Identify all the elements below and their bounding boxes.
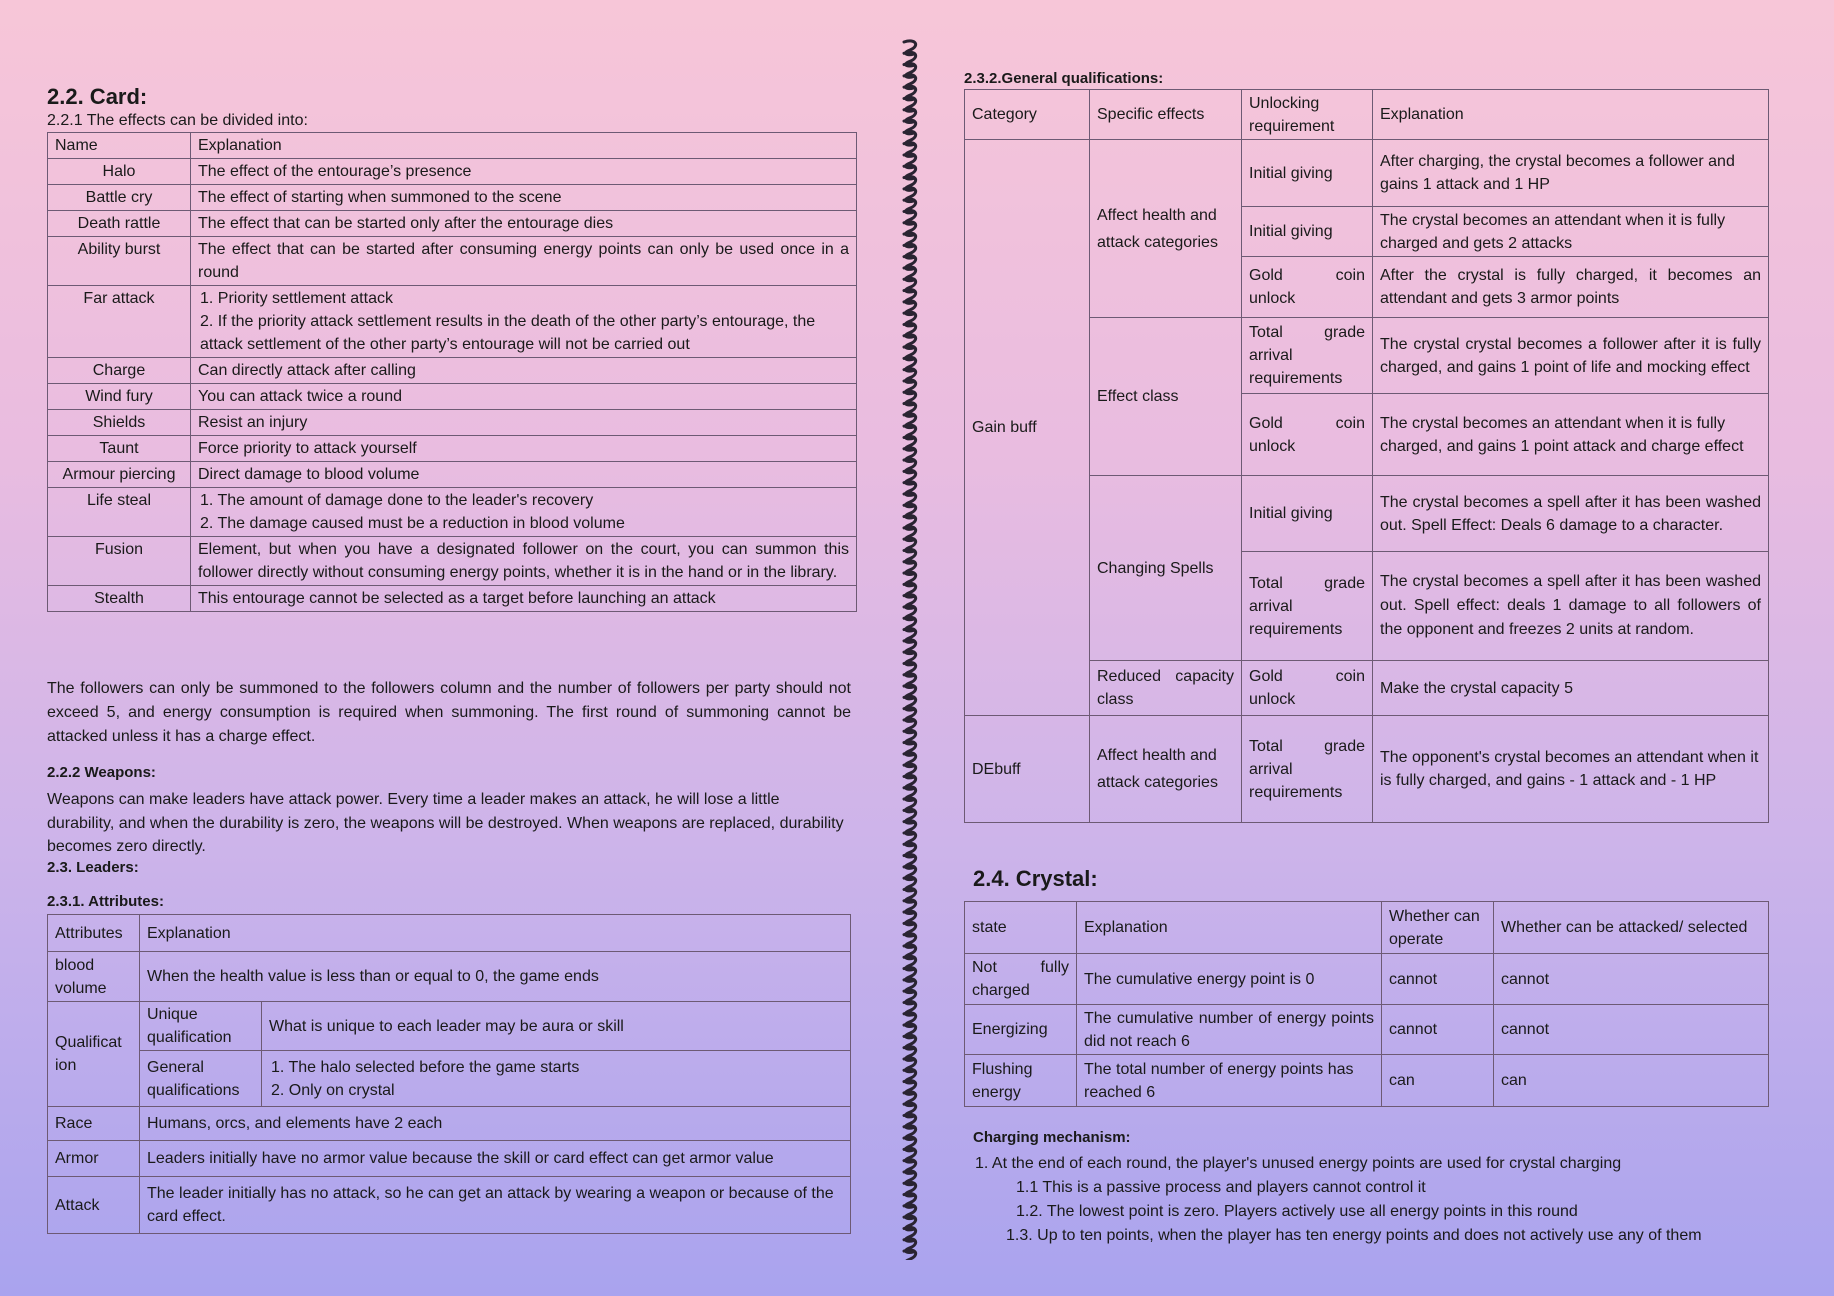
attr-text: When the health value is less than or equal to 0, the game ends — [140, 952, 851, 1002]
crystal-heading: 2.4. Crystal: — [973, 866, 1098, 891]
effect-line: Direct damage to blood volume — [198, 466, 420, 483]
explanation-cell: The total number of energy points has reached 6 — [1077, 1055, 1382, 1107]
charging-item: 1.3. Up to ten points, when the player has ten energy points and does not actively use any of them — [1006, 1227, 1702, 1244]
effect-row — [48, 159, 857, 185]
col-header: Specific effects — [1090, 90, 1242, 140]
effect-name: Life steal — [48, 488, 191, 537]
attr-text: Leaders initially have no armor value because the skill or card effect can get armor value — [140, 1141, 851, 1177]
followers-paragraph: The followers can only be summoned to the followers column and the number of followers per party should not exceed 5, and energy consumption is required when summoning. The first round of summoning cannot be attacked unless it has a charge effect. — [47, 680, 851, 745]
group-cell: Affect health and attack categories — [1090, 140, 1242, 318]
req-cell: Total grade arrival requirements — [1242, 318, 1373, 394]
req-cell: Initial giving — [1242, 207, 1373, 257]
group-cell: Reduced capacity class — [1090, 661, 1242, 716]
effect-name: Armour piercing — [48, 462, 191, 488]
effect-explanation — [191, 462, 857, 488]
attr-text — [262, 1051, 851, 1107]
col-header: Unlocking requirement — [1242, 90, 1373, 140]
effect-line: Can directly attack after calling — [198, 362, 416, 379]
attr-name: blood volume — [48, 952, 140, 1002]
attr-name: Armor — [48, 1141, 140, 1177]
charging-item: 1.1 This is a passive process and players cannot control it — [1016, 1179, 1426, 1196]
card-heading: 2.2. Card: — [47, 84, 148, 109]
effect-name: Shields — [48, 410, 191, 436]
effect-row — [48, 358, 857, 384]
col-header: Category — [965, 90, 1090, 140]
effect-name: Taunt — [48, 436, 191, 462]
col-header: Explanation — [191, 133, 857, 159]
col-header: Explanation — [1077, 902, 1382, 954]
effect-explanation — [191, 185, 857, 211]
attr-name: Race — [48, 1107, 140, 1141]
effect-row — [48, 586, 857, 612]
effect-line: This entourage cannot be selected as a target before launching an attack — [198, 590, 716, 607]
explanation-cell: The crystal becomes an attendant when it is fully charged, and gains 1 point attack and charge effect — [1373, 394, 1769, 476]
effect-row — [48, 211, 857, 237]
effect-line: Force priority to attack yourself — [198, 440, 417, 457]
state-cell: Flushing energy — [965, 1055, 1077, 1107]
effects-table — [47, 132, 857, 612]
effect-explanation — [191, 159, 857, 185]
effect-line: Resist an injury — [198, 414, 308, 431]
effect-name: Halo — [48, 159, 191, 185]
effect-explanation — [191, 358, 857, 384]
group-cell: Effect class — [1090, 318, 1242, 476]
effect-name: Charge — [48, 358, 191, 384]
explanation-cell: After charging, the crystal becomes a follower and gains 1 attack and 1 HP — [1373, 140, 1769, 207]
attributes-header: Attributes — [48, 915, 140, 952]
explanation-cell: After the crystal is fully charged, it becomes an attendant and gets 3 armor points — [1373, 257, 1769, 318]
explanation-cell: The crystal becomes a spell after it has been washed out. Spell Effect: Deals 6 damage to a character. — [1373, 476, 1769, 552]
effect-line: 1. Priority settlement attack — [200, 290, 393, 307]
effect-line: The effect that can be started only after the entourage dies — [198, 215, 614, 232]
group-cell: Affect health and attack categories — [1090, 716, 1242, 823]
effect-explanation — [191, 436, 857, 462]
req-cell: Gold coin unlock — [1242, 661, 1373, 716]
effect-line: The effect of the entourage’s presence — [198, 163, 472, 180]
operate-cell: can — [1382, 1055, 1494, 1107]
attr-text: What is unique to each leader may be aura or skill — [262, 1002, 851, 1051]
charging-item: 1.2. The lowest point is zero. Players actively use all energy points in this round — [1016, 1203, 1578, 1220]
explanation-cell: The crystal becomes a spell after it has been washed out. Spell effect: deals 1 damage to all followers of the opponent and freezes 2 units at random. — [1373, 552, 1769, 661]
effect-name: Fusion — [48, 537, 191, 586]
req-cell: Total grade arrival requirements — [1242, 716, 1373, 823]
group-cell: Changing Spells — [1090, 476, 1242, 661]
effect-name: Wind fury — [48, 384, 191, 410]
attr-line: 2. Only on crystal — [271, 1081, 395, 1099]
effect-line: 2. The damage caused must be a reduction in blood volume — [200, 515, 625, 532]
spiral-binding — [900, 36, 922, 1260]
effect-name: Far attack — [48, 286, 191, 358]
effect-line: The effect that can be started after consuming energy points can only be used once in a round — [198, 241, 849, 281]
operate-cell: cannot — [1382, 954, 1494, 1005]
explanation-cell: The cumulative number of energy points did not reach 6 — [1077, 1005, 1382, 1055]
effect-row — [48, 436, 857, 462]
effect-line: Element, but when you have a designated follower on the court, you can summon this follower directly without consuming energy points, whether it is in the hand or in the library. — [198, 541, 849, 581]
req-cell: Initial giving — [1242, 140, 1373, 207]
effect-explanation — [191, 384, 857, 410]
explanation-header: Explanation — [140, 915, 851, 952]
effect-name: Stealth — [48, 586, 191, 612]
col-header: Whether can be attacked/ selected — [1494, 902, 1769, 954]
effect-line: 1. The amount of damage done to the leader's recovery — [200, 492, 594, 509]
effect-line: The effect of starting when summoned to the scene — [198, 189, 562, 206]
attr-name: Qualificat ion — [48, 1002, 140, 1107]
attr-line: 1. The halo selected before the game starts — [271, 1058, 580, 1076]
req-cell: Gold coin unlock — [1242, 257, 1373, 318]
explanation-cell: The crystal crystal becomes a follower after it is fully charged, and gains 1 point of life and mocking effect — [1373, 318, 1769, 394]
attributes-heading: 2.3.1. Attributes: — [47, 893, 164, 910]
attacked-cell: cannot — [1494, 1005, 1769, 1055]
req-cell: Initial giving — [1242, 476, 1373, 552]
effect-row — [48, 410, 857, 436]
attr-subname: Unique qualification — [140, 1002, 262, 1051]
effect-explanation — [191, 488, 857, 537]
explanation-cell: The crystal becomes an attendant when it is fully charged and gets 2 attacks — [1373, 207, 1769, 257]
explanation-cell: Make the crystal capacity 5 — [1373, 661, 1769, 716]
effect-line: 2. If the priority attack settlement results in the death of the other party’s entourage, the attack settlement of the other party’s entourage will not be carried out — [200, 313, 816, 353]
effect-line: You can attack twice a round — [198, 388, 402, 405]
attr-subname: General qualifications — [140, 1051, 262, 1107]
col-header: Explanation — [1373, 90, 1769, 140]
attacked-cell: can — [1494, 1055, 1769, 1107]
effect-name: Battle cry — [48, 185, 191, 211]
crystal-table — [964, 901, 1769, 1107]
explanation-cell: The cumulative energy point is 0 — [1077, 954, 1382, 1005]
attributes-table — [47, 914, 851, 1234]
attr-name: Attack — [48, 1177, 140, 1234]
category-cell: DEbuff — [965, 716, 1090, 823]
req-cell: Total grade arrival requirements — [1242, 552, 1373, 661]
col-header: Whether can operate — [1382, 902, 1494, 954]
effect-explanation — [191, 286, 857, 358]
effect-explanation — [191, 586, 857, 612]
effect-row — [48, 488, 857, 537]
category-cell: Gain buff — [965, 140, 1090, 716]
charging-item: 1. At the end of each round, the player's unused energy points are used for crystal charging — [975, 1155, 1622, 1172]
effect-explanation — [191, 237, 857, 286]
charging-list — [975, 1152, 1702, 1248]
attr-text: The leader initially has no attack, so he can get an attack by wearing a weapon or because of the card effect. — [140, 1177, 851, 1234]
attacked-cell: cannot — [1494, 954, 1769, 1005]
operate-cell: cannot — [1382, 1005, 1494, 1055]
effect-explanation — [191, 410, 857, 436]
effect-explanation — [191, 537, 857, 586]
effect-explanation — [191, 211, 857, 237]
effect-row — [48, 237, 857, 286]
col-header: Name — [48, 133, 191, 159]
effect-row — [48, 286, 857, 358]
general-qualifications-table — [964, 89, 1769, 823]
effect-row — [48, 537, 857, 586]
state-cell: Not fully charged — [965, 954, 1077, 1005]
col-header: state — [965, 902, 1077, 954]
effects-header-row — [48, 133, 857, 159]
weapons-heading: 2.2.2 Weapons: — [47, 764, 156, 781]
attr-text: Humans, orcs, and elements have 2 each — [140, 1107, 851, 1141]
spiral-binding-icon — [900, 36, 922, 1260]
explanation-cell: The opponent's crystal becomes an attendant when it is fully charged, and gains - 1 attack and - 1 HP — [1373, 716, 1769, 823]
effects-intro: 2.2.1 The effects can be divided into: — [47, 112, 308, 129]
charging-heading: Charging mechanism: — [973, 1129, 1131, 1146]
req-cell: Gold coin unlock — [1242, 394, 1373, 476]
effect-row — [48, 462, 857, 488]
effect-row — [48, 185, 857, 211]
weapons-paragraph: Weapons can make leaders have attack power. Every time a leader makes an attack, he will lose a little durability, and when the durability is zero, the weapons will be destroyed. When weapons are replaced, durability becomes zero directly. — [47, 791, 844, 855]
effect-name: Death rattle — [48, 211, 191, 237]
leaders-heading: 2.3. Leaders: — [47, 859, 139, 876]
general-qualifications-heading: 2.3.2.General qualifications: — [964, 70, 1164, 87]
state-cell: Energizing — [965, 1005, 1077, 1055]
effect-row — [48, 384, 857, 410]
effect-name: Ability burst — [48, 237, 191, 286]
